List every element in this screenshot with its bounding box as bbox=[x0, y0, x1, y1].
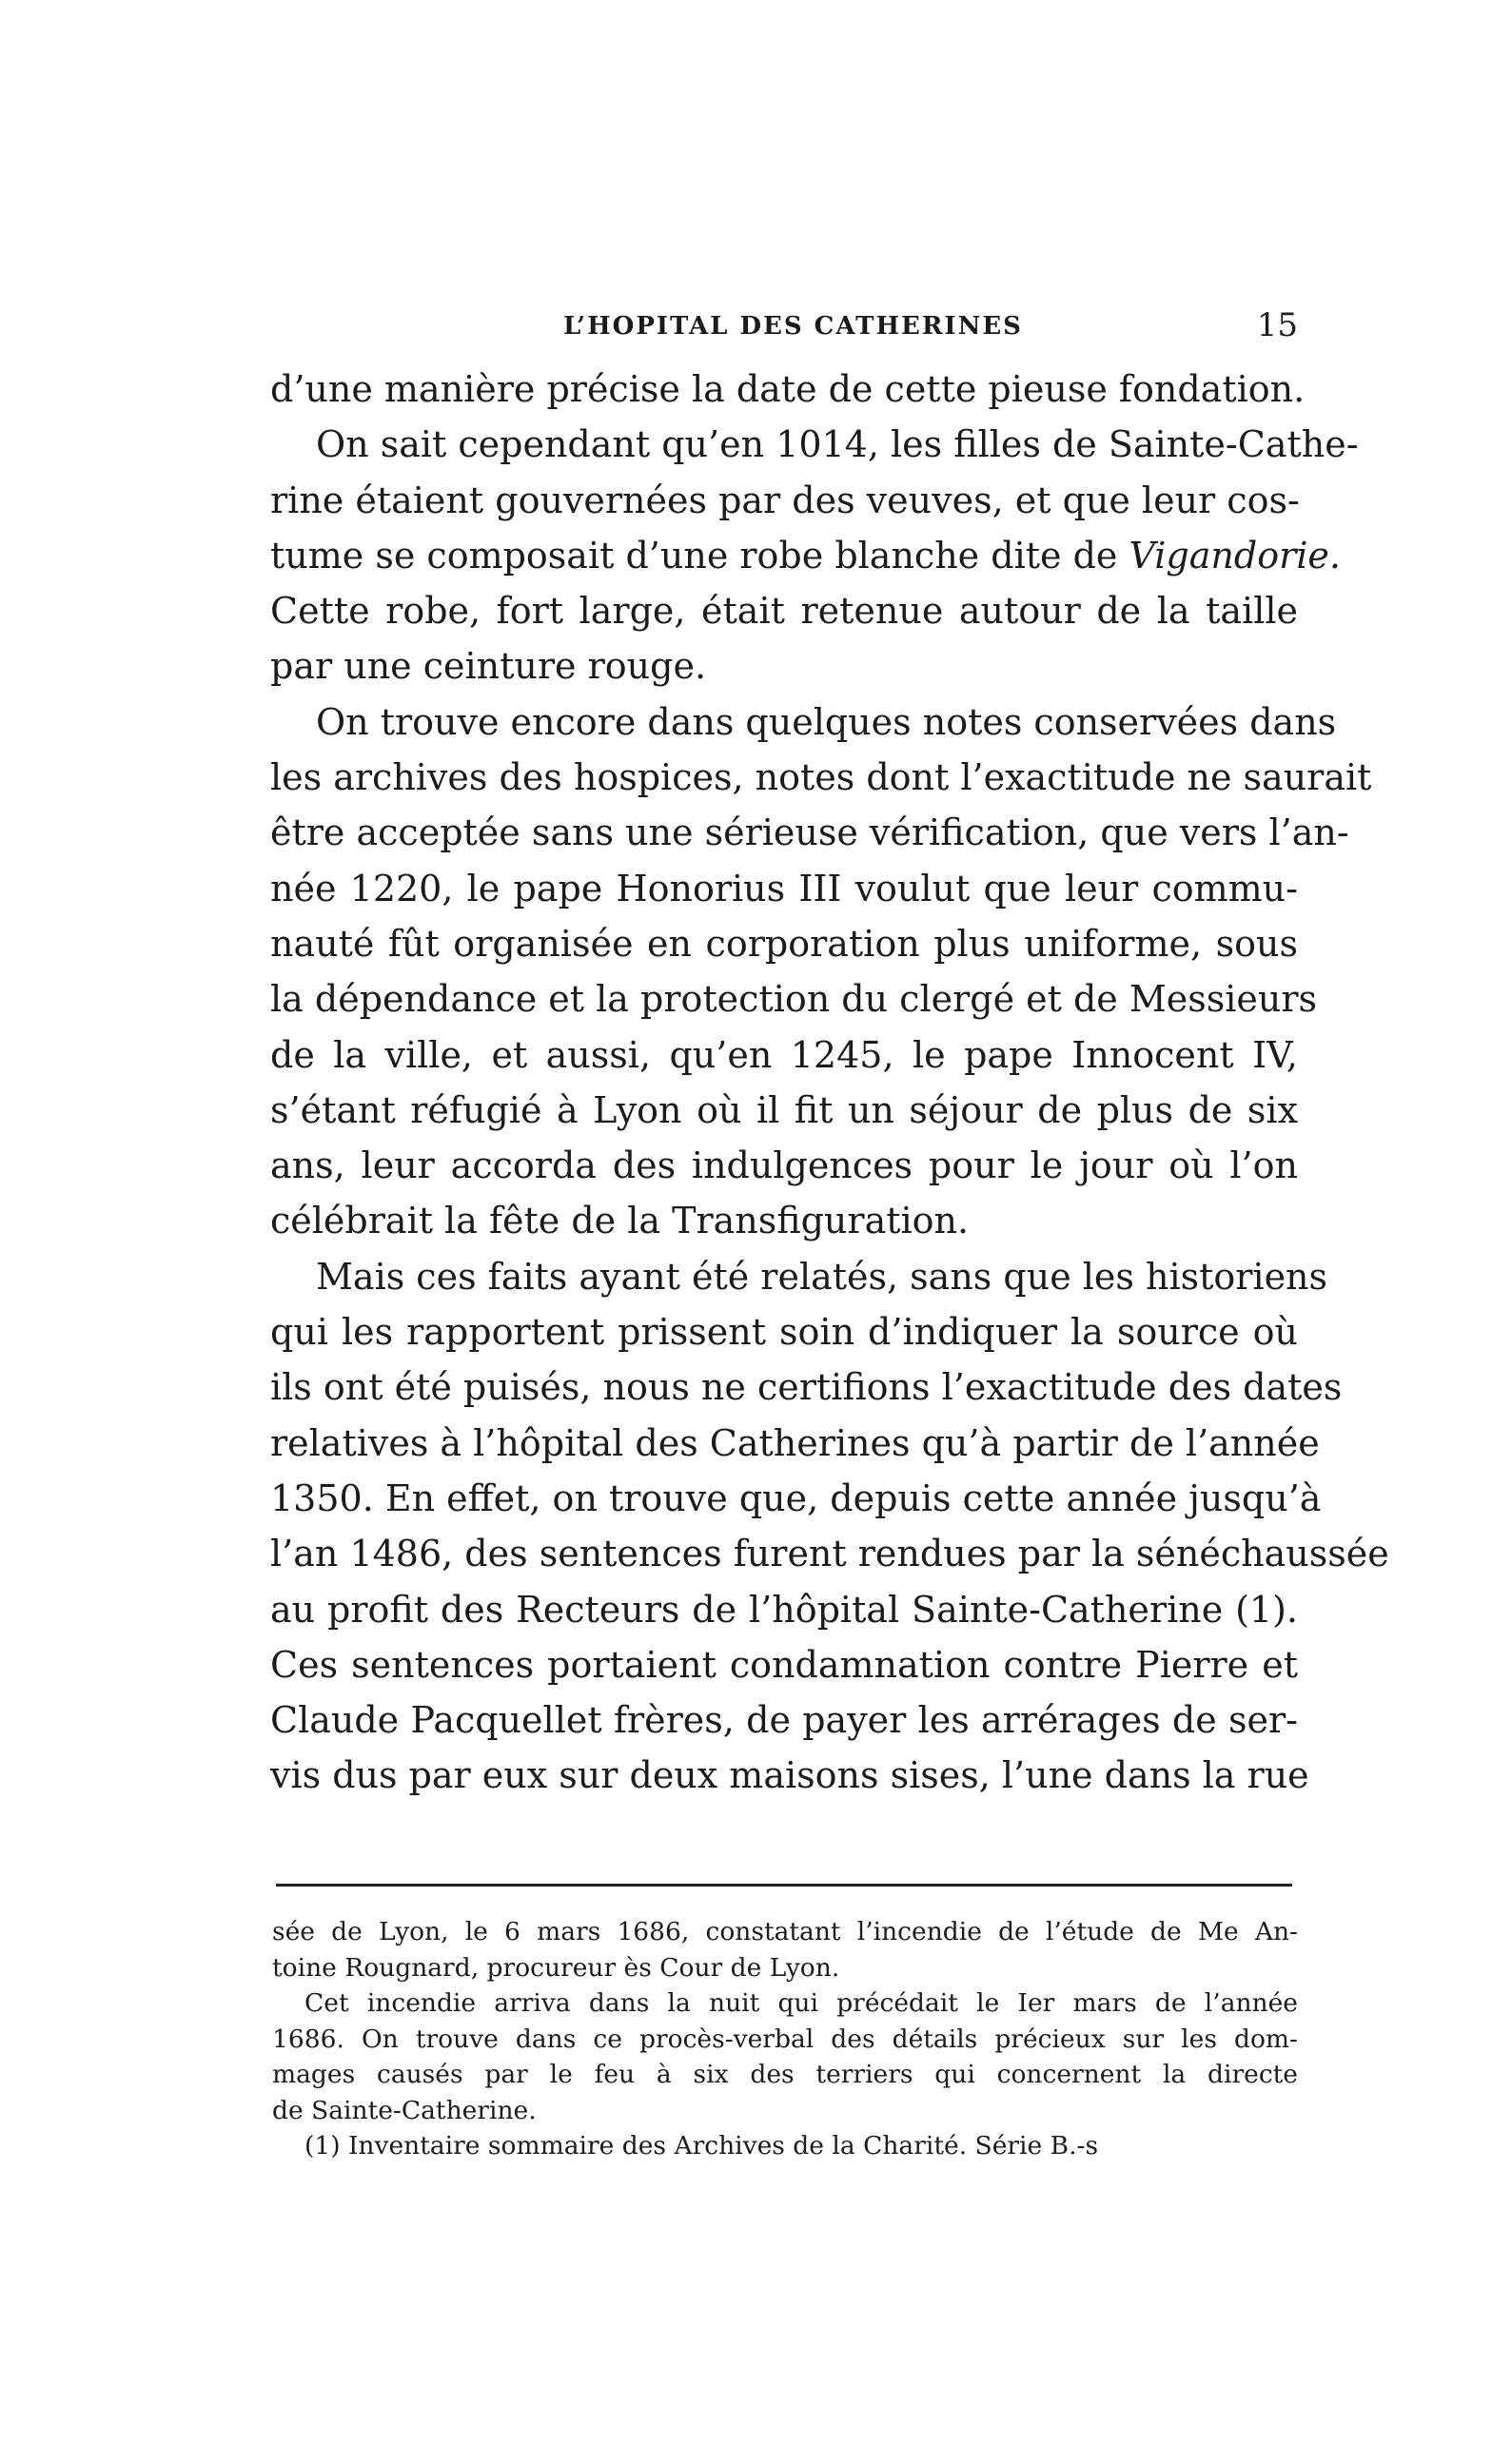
body-line: s’étant réfugié à Lyon où il fit un séjour de plus de six bbox=[270, 1088, 1298, 1131]
footnote-line: 1686. On trouve dans ce procès-verbal des détails précieux sur les dom- bbox=[272, 2024, 1298, 2054]
running-title: L’HOPITAL DES CATHERINES bbox=[563, 312, 1023, 341]
footnote-line: de Sainte-Catherine. bbox=[272, 2095, 537, 2125]
body-line: rine étaient gouvernées par des veuves, et que leur cos- bbox=[270, 479, 1300, 521]
body-line: On sait cependant qu’en 1014, les filles de Sainte-Cathe- bbox=[316, 423, 1359, 466]
body-line: Claude Pacquellet frères, de payer les arrérages de ser- bbox=[270, 1699, 1298, 1742]
body-line: nauté fût organisée en corporation plus uniforme, sous bbox=[270, 922, 1298, 965]
body-line: par une ceinture rouge. bbox=[270, 645, 707, 688]
body-text bbox=[270, 362, 1389, 1804]
footnote-divider bbox=[276, 1884, 1292, 1887]
body-line: ans, leur accorda des indulgences pour le jour où l’on bbox=[270, 1144, 1298, 1187]
footnote-line: mages causés par le feu à six des terriers qui concernent la directe bbox=[272, 2060, 1298, 2089]
body-line: être acceptée sans une sérieuse vérification, que vers l’an- bbox=[270, 812, 1349, 854]
body-line: Ces sentences portaient condamnation contre Pierre et bbox=[270, 1643, 1298, 1686]
body-line: 1350. En effet, on trouve que, depuis cette année jusqu’à bbox=[270, 1476, 1322, 1519]
footnote-line: sée de Lyon, le 6 mars 1686, constatant l’incendie de l’étude de Me An- bbox=[272, 1917, 1298, 1946]
body-line: l’an 1486, des sentences furent rendues par la sénéchaussée bbox=[270, 1533, 1389, 1575]
italic-term: Vigandorie. bbox=[1129, 534, 1341, 577]
footnote-line: toine Rougnard, procureur ès Cour de Lyon. bbox=[272, 1952, 840, 1983]
body-line: ils ont été puisés, nous ne certifions l’exactitude des dates bbox=[270, 1366, 1343, 1409]
running-head bbox=[270, 306, 1298, 344]
body-line: d’une manière précise la date de cette pieuse fondation. bbox=[270, 368, 1306, 410]
body-line-text: tume se composait d’une robe blanche dite de bbox=[270, 534, 1118, 577]
body-line: de la ville, et aussi, qu’en 1245, le pape Innocent IV, bbox=[270, 1033, 1298, 1076]
body-line: Mais ces faits ayant été relatés, sans que les historiens bbox=[316, 1255, 1328, 1298]
body-line: la dépendance et la protection du clergé et de Messieurs bbox=[270, 978, 1318, 1021]
footnote-line: Cet incendie arriva dans la nuit qui précédait le Ier mars de l’année bbox=[304, 1988, 1298, 2018]
body-line: On trouve encore dans quelques notes conservées dans bbox=[316, 700, 1337, 743]
body-line: vis dus par eux sur deux maisons sises, l’une dans la rue bbox=[270, 1754, 1309, 1797]
footnotes bbox=[272, 1914, 1298, 2164]
body-line: née 1220, le pape Honorius III voulut que leur commu- bbox=[270, 867, 1298, 909]
body-line: qui les rapportent prissent soin d’indiquer la source où bbox=[270, 1311, 1298, 1354]
body-line: relatives à l’hôpital des Catherines qu’à partir de l’année bbox=[270, 1421, 1320, 1464]
body-line: au profit des Recteurs de l’hôpital Sainte-Catherine (1). bbox=[270, 1588, 1298, 1631]
body-line: célébrait la fête de la Transfiguration. bbox=[270, 1200, 970, 1242]
body-line: Cette robe, fort large, était retenue autour de la taille bbox=[270, 590, 1298, 633]
page-number: 15 bbox=[1256, 306, 1298, 344]
body-line: les archives des hospices, notes dont l’exactitude ne saurait bbox=[270, 756, 1372, 799]
body-line bbox=[270, 528, 1341, 583]
footnote-line: (1) Inventaire sommaire des Archives de la Charité. Série B.-s bbox=[304, 2131, 1099, 2161]
